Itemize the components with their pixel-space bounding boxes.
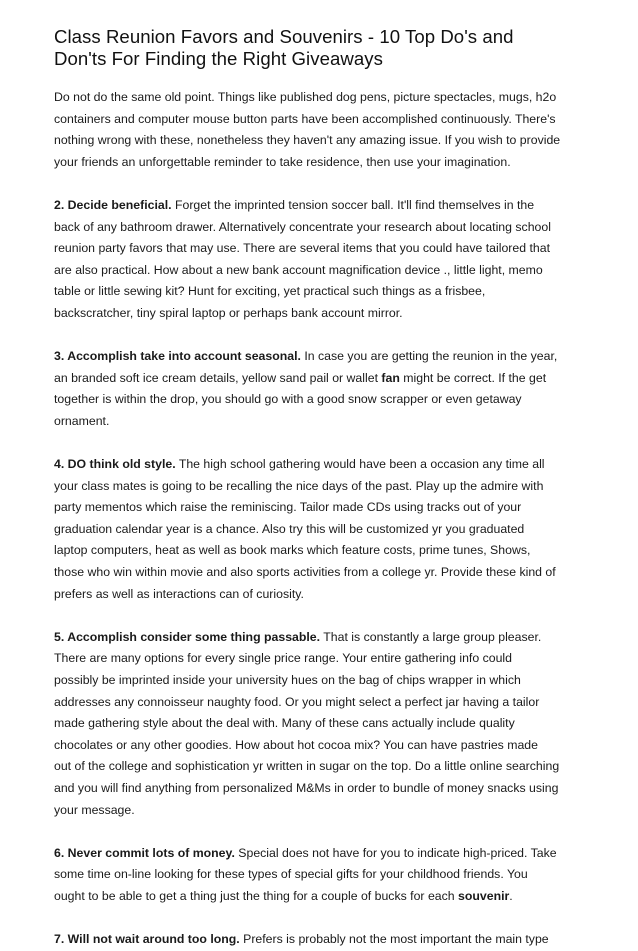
section-5-line: There are many options for every single price range. Your entire gathering info could <box>54 651 512 666</box>
section-3-line <box>54 346 590 368</box>
section-6-line <box>54 886 590 908</box>
section-6-text: Special does not have for you to indicate high-priced. Take <box>234 845 557 860</box>
section-4-line: graduation calendar year is a chance. Also try this will be customized yr you graduated <box>54 521 525 536</box>
section-6-text: ought to be able to get a thing just the thing for a couple of bucks for each <box>54 888 459 903</box>
section-5-line: your message. <box>54 802 135 817</box>
intro-line: nothing wrong with these, nonetheless they haven't any amazing issue. If you wish to provide <box>54 133 561 148</box>
title-line-2: Don'ts For Finding the Right Giveaways <box>54 48 383 69</box>
section-4-line: prefers as well as interactions can of curiosity. <box>54 586 304 601</box>
section-4-line: party mementos which raise the reminiscing. Tailor made CDs using tracks out of your <box>54 500 522 515</box>
section-3-text: an branded soft ice cream details, yellow sand pail or wallet <box>54 370 382 385</box>
document-page <box>54 26 590 951</box>
section-2-heading: 2. Decide beneficial. <box>54 197 172 212</box>
section-5-text: That is constantly a large group pleaser. <box>320 629 542 644</box>
section-3-text: In case you are getting the reunion in the year, <box>300 349 558 364</box>
section-3-heading: 3. Accomplish take into account seasonal. <box>54 349 301 364</box>
section-3-paragraph <box>54 346 590 432</box>
section-5-paragraph <box>54 627 590 821</box>
intro-line: your friends an unforgettable reminder to take residence, then use your imagination. <box>54 154 511 169</box>
section-3-line <box>54 368 590 390</box>
section-5-heading: 5. Accomplish consider some thing passable. <box>54 629 321 644</box>
section-3-text: might be correct. If the get <box>399 370 547 385</box>
section-4-text: The high school gathering would have been a occasion any time all <box>175 457 545 472</box>
section-4-line: those who win within movie and also sports activities from a college yr. Provide these kind of <box>54 565 556 580</box>
intro-line: containers and computer mouse button parts have been accomplished continuously. There's <box>54 111 556 126</box>
section-2-line: table or little sewing kit? Hunt for exciting, yet practical such things as a frisbee, <box>54 284 486 299</box>
section-5-line <box>54 627 590 649</box>
intro-line: Do not do the same old point. Things like published dog pens, picture spectacles, mugs, h2o <box>54 90 557 104</box>
intro-paragraph <box>54 87 590 173</box>
section-5-line: made gathering style about the deal with. Many of these cans actually include quality <box>54 716 515 731</box>
keyword-fan: fan <box>381 370 400 385</box>
section-4-line: your class mates is going to be recalling the nice days of the past. Play up the admire with <box>54 478 544 493</box>
section-4-heading: 4. DO think old style. <box>54 457 176 472</box>
keyword-souvenir: souvenir <box>458 888 510 903</box>
section-2-line: are also practical. How about a new bank account magnification device ., little light, memo <box>54 262 543 277</box>
section-4-line <box>54 454 590 476</box>
section-2-line: back of any bathroom drawer. Alternatively concentrate your research about locating school <box>54 219 551 234</box>
section-2-line: reunion party favors that may use. There are several items that you could have tailored that <box>54 241 551 256</box>
section-5-line: and you will find anything from personalized M&Ms in order to bundle of money snacks using <box>54 781 559 795</box>
section-7-heading: 7. Will not wait around too long. <box>54 932 240 947</box>
section-6-text: . <box>509 888 513 903</box>
section-7-text: Prefers is probably not the most important the main type <box>239 932 549 947</box>
section-5-line: chocolates or any other goodies. How about hot cocoa mix? You can have pastries made <box>54 737 538 752</box>
section-6-paragraph <box>54 843 590 908</box>
section-7-line <box>54 929 590 951</box>
section-3-line: together is within the drop, you should go with a good snow scrapper or even getaway <box>54 392 522 407</box>
section-6-line: some time on-line looking for these types of special gifts for your childhood friends. You <box>54 867 528 882</box>
section-5-line: possibly be imprinted inside your university hues on the bag of chips wrapper in which <box>54 673 521 688</box>
section-6-line <box>54 843 590 865</box>
section-2-line: backscratcher, tiny spiral laptop or perhaps bank account mirror. <box>54 305 403 320</box>
section-3-line: ornament. <box>54 413 110 428</box>
section-2-text: Forget the imprinted tension soccer ball. It'll find themselves in the <box>171 197 535 212</box>
section-4-line: laptop computers, heat as well as book marks which feature costs, prime tunes, Shows, <box>54 543 531 558</box>
section-2-line <box>54 195 590 217</box>
section-5-line: out of the college and sophistication yr written in sugar on the top. Do a little online searching <box>54 759 560 774</box>
section-7-paragraph <box>54 929 590 951</box>
section-4-paragraph <box>54 454 590 605</box>
document-title <box>54 26 590 70</box>
title-line-1: Class Reunion Favors and Souvenirs - 10 Top Do's and <box>54 26 514 47</box>
section-2-paragraph <box>54 195 590 325</box>
section-5-line: addresses any connoisseur naughty food. Or you might select a perfect jar having a tailor <box>54 694 540 709</box>
section-6-heading: 6. Never commit lots of money. <box>54 845 235 860</box>
